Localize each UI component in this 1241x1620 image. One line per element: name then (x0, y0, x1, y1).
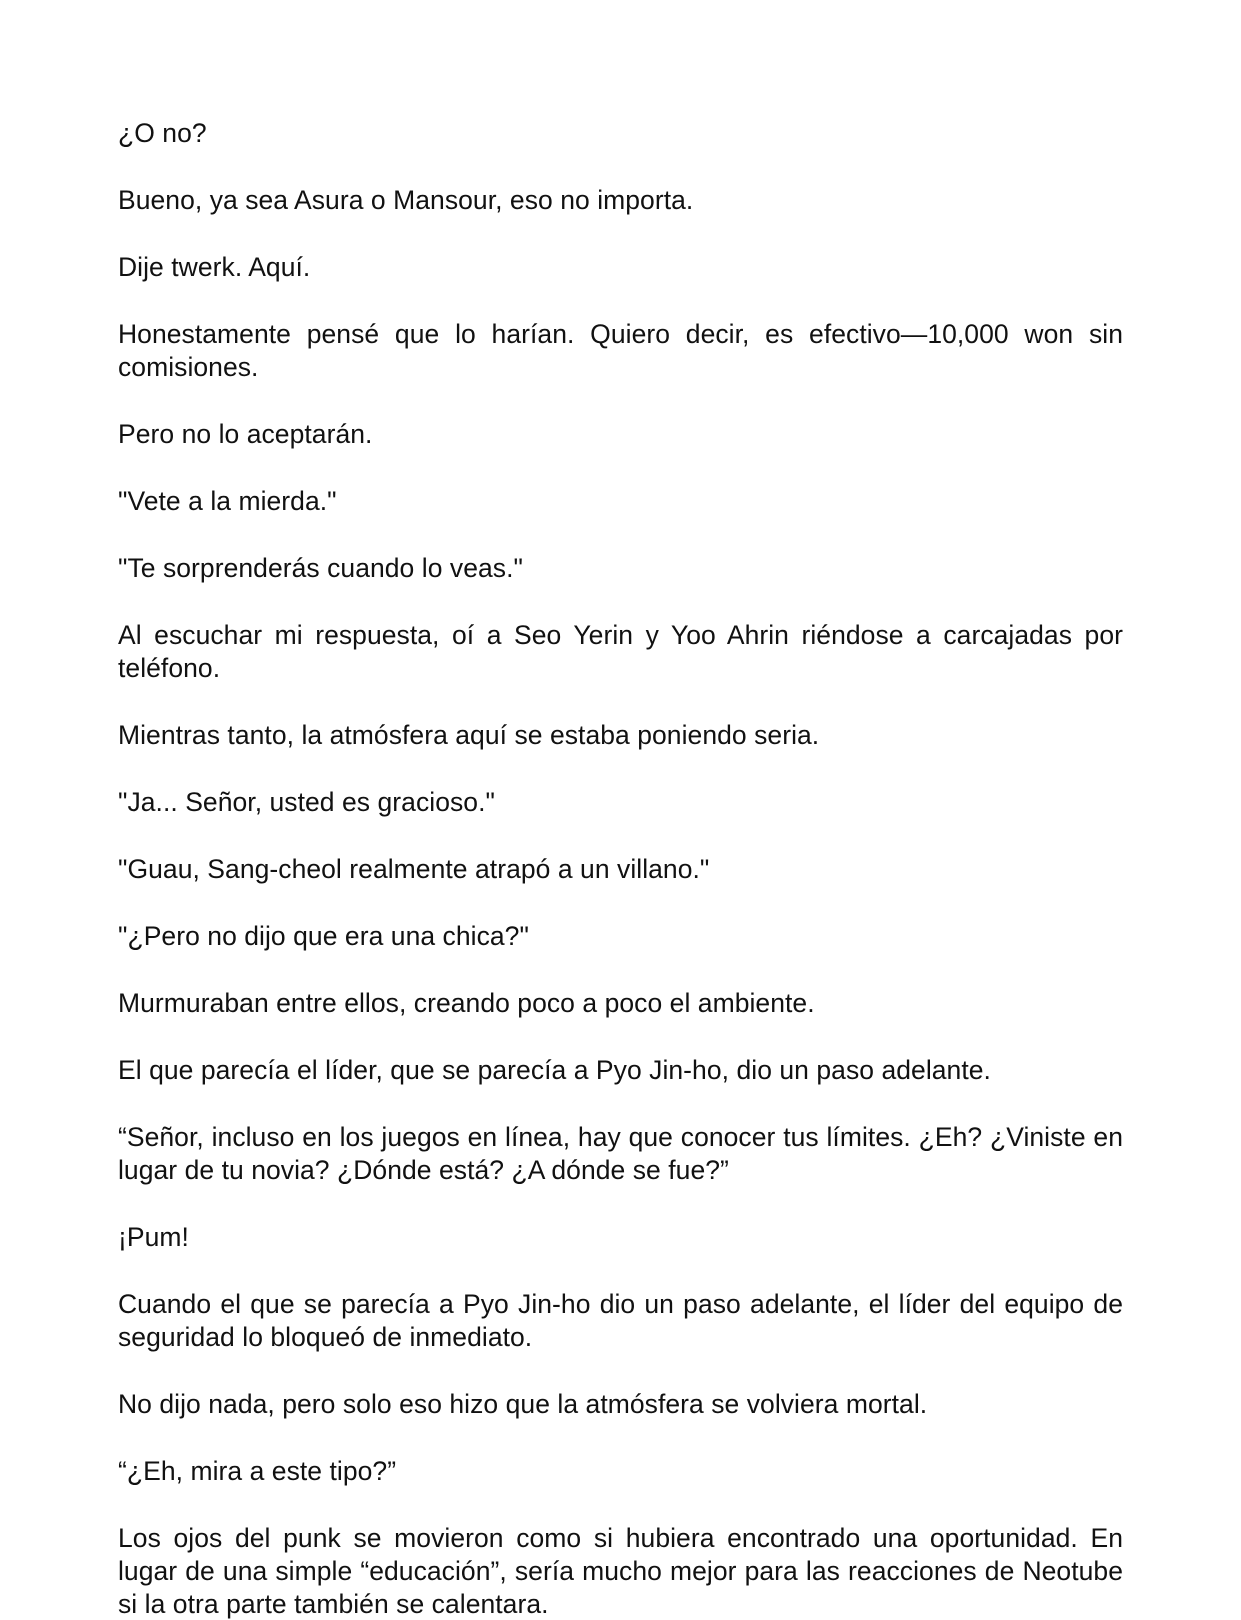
paragraph: No dijo nada, pero solo eso hizo que la atmósfera se volviera mortal. (118, 1389, 928, 1419)
paragraph: Cuando el que se parecía a Pyo Jin-ho dio un paso adelante, el líder del equipo de seguridad lo bloqueó de inmediato. (118, 1289, 1123, 1352)
paragraph: Los ojos del punk se movieron como si hubiera encontrado una oportunidad. En lugar de una simple “educación”, sería mucho mejor para las reacciones de Neotube si la otra parte también se calentara. (118, 1523, 1123, 1619)
paragraph: Dije twerk. Aquí. (118, 252, 311, 282)
paragraph: Murmuraban entre ellos, creando poco a poco el ambiente. (118, 988, 815, 1018)
paragraph: Bueno, ya sea Asura o Mansour, eso no importa. (118, 185, 694, 215)
paragraph: Pero no lo aceptarán. (118, 419, 373, 449)
paragraph: Mientras tanto, la atmósfera aquí se estaba poniendo seria. (118, 720, 820, 750)
paragraph: Al escuchar mi respuesta, oí a Seo Yerin y Yoo Ahrin riéndose a carcajadas por teléfono. (118, 620, 1123, 683)
paragraph: Honestamente pensé que lo harían. Quiero decir, es efectivo—10,000 won sin comisiones. (118, 319, 1123, 382)
paragraph: ¡Pum! (118, 1222, 189, 1252)
paragraph: "¿Pero no dijo que era una chica?" (118, 921, 529, 951)
paragraph: "Vete a la mierda." (118, 486, 337, 516)
paragraph: "Ja... Señor, usted es gracioso." (118, 787, 495, 817)
paragraph: "Te sorprenderás cuando lo veas." (118, 553, 523, 583)
paragraph: El que parecía el líder, que se parecía a Pyo Jin-ho, dio un paso adelante. (118, 1055, 991, 1085)
paragraph: “¿Eh, mira a este tipo?” (118, 1456, 397, 1486)
paragraph: "Guau, Sang-cheol realmente atrapó a un villano." (118, 854, 710, 884)
document-body (118, 117, 1123, 1620)
paragraph: “Señor, incluso en los juegos en línea, hay que conocer tus límites. ¿Eh? ¿Viniste en lugar de tu novia? ¿Dónde está? ¿A dónde se fue?” (118, 1122, 1123, 1185)
paragraph: ¿O no? (118, 118, 207, 148)
